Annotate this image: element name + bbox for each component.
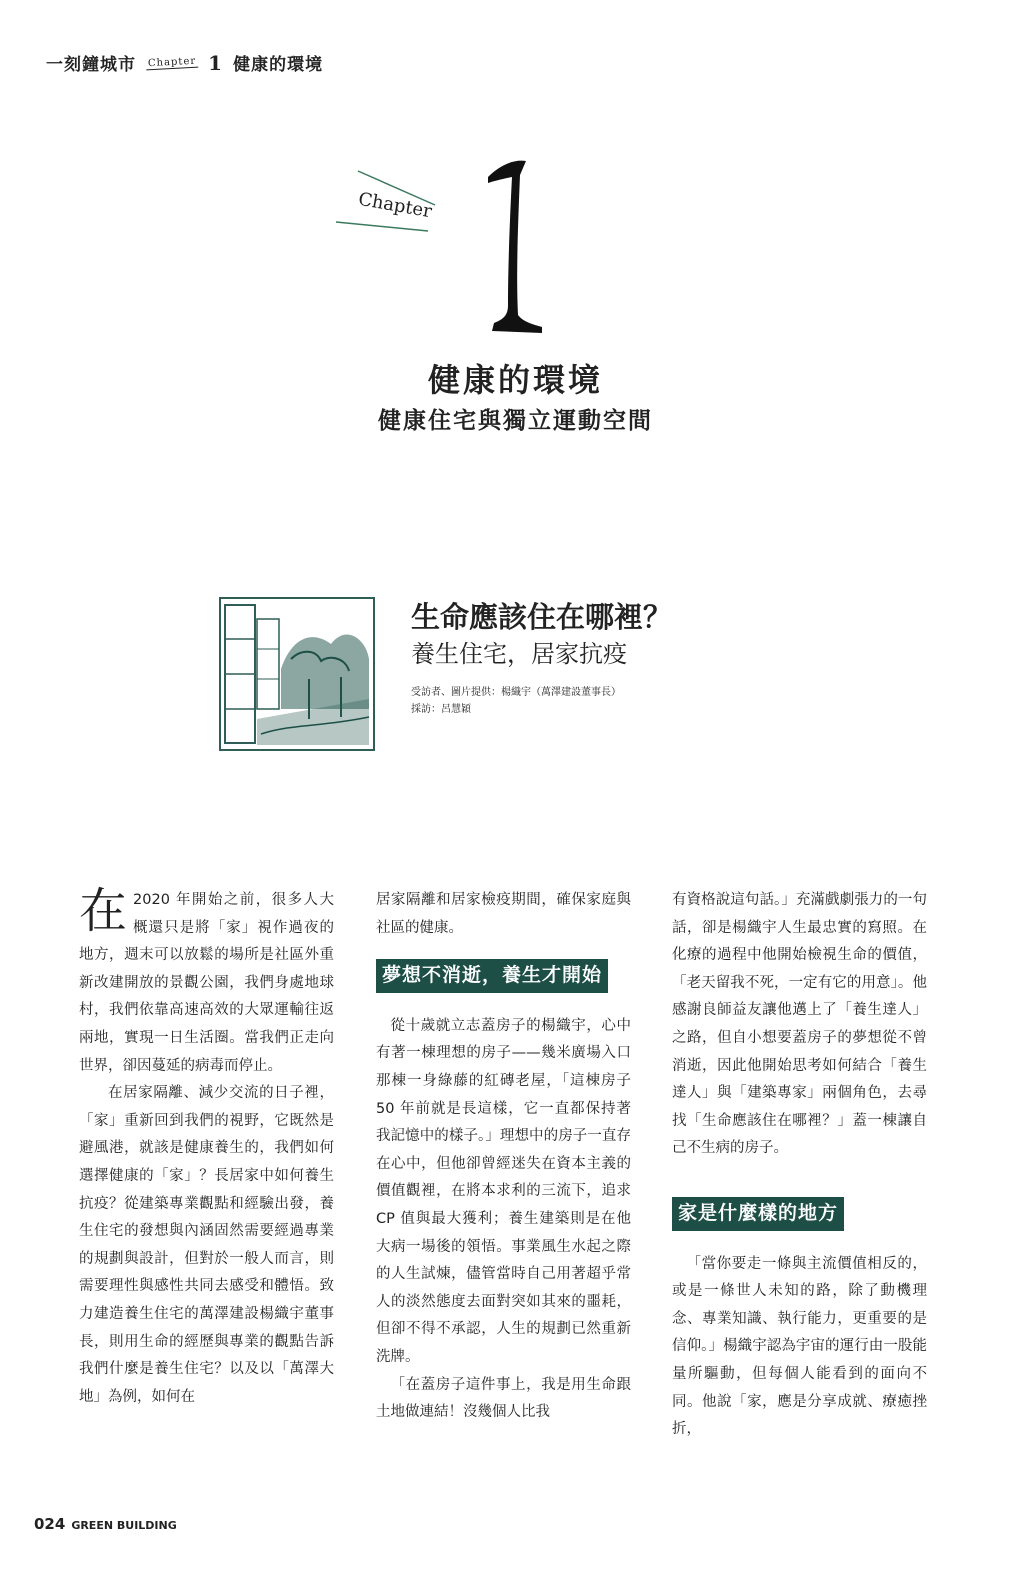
article-title: 生命應該住在哪裡？ xyxy=(411,600,673,634)
credit-interviewer: 採訪：呂慧穎 xyxy=(411,704,471,715)
section-heading: 夢想不消逝，養生才開始 xyxy=(376,959,608,993)
paragraph: 「當你要走一條與主流價值相反的，或是一條世人未知的路，除了動機理念、專業知識、執行能力，更重要的是信仰。」楊織宇認為宇宙的運行由一股能量所驅動，但每個人能看到的面向不同。他說「家，應是分享成就、療癒挫折， xyxy=(672,1255,927,1438)
paragraph xyxy=(79,883,334,1080)
running-header xyxy=(46,50,323,75)
paragraph-text: 2020 年開始之前，很多人大概還只是將「家」視作過夜的地方，週末可以放鬆的場所是社區外重新改建開放的景觀公園，我們身處地球村，我們依靠高速高效的大眾運輸往返兩地，實現一日生活圈。當我們正走向世界，卻因蔓延的病毒而停止。 xyxy=(79,892,334,1074)
article-illustration xyxy=(219,597,375,751)
article-subtitle: 養生住宅，居家抗疫 xyxy=(411,640,627,668)
credit-interviewee: 受訪者、圖片提供：楊織宇（萬澤建設董事長） xyxy=(411,687,621,698)
paragraph: 居家隔離和居家檢疫期間，確保家庭與社區的健康。 xyxy=(376,892,631,936)
paragraph: 從十歲就立志蓋房子的楊織宇，心中有著一棟理想的房子——幾米廣場入口那棟一身綠藤的紅磚老屋，「這棟房子 50 年前就是長這樣，它一直都保持著我記憶中的樣子。」理想中的房子一直存在心中，但他卻曾經迷失在資本主義的價值觀裡，在將本求利的三流下，追求 CP 值與最大獲利；養生建築則是在他大病一場後的領悟。事業風生水起之際的人生試煉，儘管當時自己用著超乎常人的淡然態度去面對突如其來的噩耗，但卻不得不承認，人生的規劃已然重新洗牌。 xyxy=(376,1017,631,1365)
chapter-main-title: 健康的環境 xyxy=(427,361,603,399)
chapter-number: 1 xyxy=(208,50,224,75)
paragraph: 有資格說這句話。」充滿戲劇張力的一句話，卻是楊織宇人生最忠實的寫照。在化療的過程中他開始檢視生命的價值，「老天留我不死，一定有它的用意」。他感謝良師益友讓他邁上了「養生達人」之路，但自小想要蓋房子的夢想從不曾消逝，因此他開始思考如何結合「養生達人」與「建築專家」兩個角色，去尋找「生命應該住在哪裡？」蓋一棟讓自己不生病的房子。 xyxy=(672,892,927,1157)
section-heading: 家是什麼樣的地方 xyxy=(672,1197,844,1231)
page-number: 024 xyxy=(34,1515,66,1533)
body-column-3 xyxy=(672,887,927,1444)
chapter-subtitle: 健康住宅與獨立運動空間 xyxy=(378,408,653,434)
chapter-word: Chapter xyxy=(356,188,434,223)
body-column-1 xyxy=(79,883,334,1411)
paragraph: 在居家隔離、減少交流的日子裡，「家」重新回到我們的視野，它既然是避風港，就該是健康養生的，我們如何選擇健康的「家」？長居家中如何養生抗疫？從建築專業觀點和經驗出發，養生住宅的發想與內涵固然需要經過專業的規劃與設計，但對於一般人而言，則需要理性與感性共同去感受和體悟。致力建造養生住宅的萬澤建設楊織宇董事長，則用生命的經歷與專業的觀點告訴我們什麼是養生住宅？以及以「萬澤大地」為例，如何在 xyxy=(79,1085,334,1405)
drop-cap: 在 xyxy=(79,883,128,939)
chapter-title-small: 健康的環境 xyxy=(233,55,324,75)
body-column-2 xyxy=(376,887,631,1427)
publication-name: GREEN BUILDING xyxy=(71,1519,177,1532)
chapter-big-number-graphic xyxy=(480,155,550,340)
series-name: 一刻鐘城市 xyxy=(46,55,136,75)
paragraph: 「在蓋房子這件事上，我是用生命跟土地做連結！沒幾個人比我 xyxy=(376,1376,631,1421)
page-footer xyxy=(34,1515,177,1533)
chapter-label: Chapter xyxy=(146,55,199,70)
